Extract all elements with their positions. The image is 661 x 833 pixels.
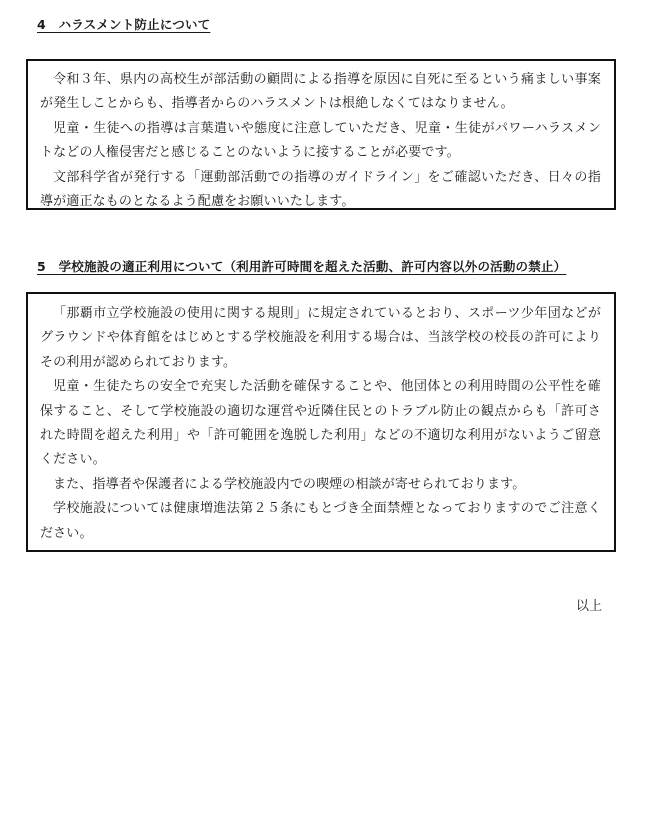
section-4-heading: 4 ハラスメント防止について [37,17,211,32]
section-5-paragraph-4: 学校施設については健康増進法第２５条にもとづき全面禁煙となっておりますのでご注意ください。 [40,501,601,541]
section-4-paragraph-1: 令和３年、県内の高校生が部活動の顧問による指導を原因に自死に至るという痛ましい事案が発生しことからも、指導者からのハラスメントは根絶しなくてはなりません。 [40,72,601,112]
section-5-paragraph-1: 「那覇市立学校施設の使用に関する規則」に規定されているとおり、スポーツ少年団などがグラウンドや体育館をはじめとする学校施設を利用する場合は、当該学校の校長の許可によりその利用が認められております。 [40,306,601,370]
section-5-heading: 5 学校施設の適正利用について（利用許可時間を超えた活動、許可内容以外の活動の禁止） [37,259,567,274]
section-4-box [26,59,616,210]
section-5-paragraph-2: 児童・生徒たちの安全で充実した活動を確保することや、他団体との利用時間の公平性を確保すること、そして学校施設の適切な運営や近隣住民とのトラブル防止の観点からも「許可された時間を超えた利用」や「許可範囲を逸脱した利用」などの不適切な利用がないようご留意ください。 [40,379,601,468]
closing-remark: 以上 [576,599,603,614]
section-5-paragraph-3: また、指導者や保護者による学校施設内での喫煙の相談が寄せられております。 [53,476,526,492]
section-4-paragraph-2: 児童・生徒への指導は言葉遣いや態度に注意していただき、児童・生徒がパワーハラスメントなどの人権侵害だと感じることのないように接することが必要です。 [40,120,601,161]
section-4-paragraph-3: 文部科学省が発行する「運動部活動での指導のガイドライン」をご確認いただき、日々の指導が適正なものとなるよう配慮をお願いいたします。 [40,169,601,210]
section-5-box [26,292,616,552]
